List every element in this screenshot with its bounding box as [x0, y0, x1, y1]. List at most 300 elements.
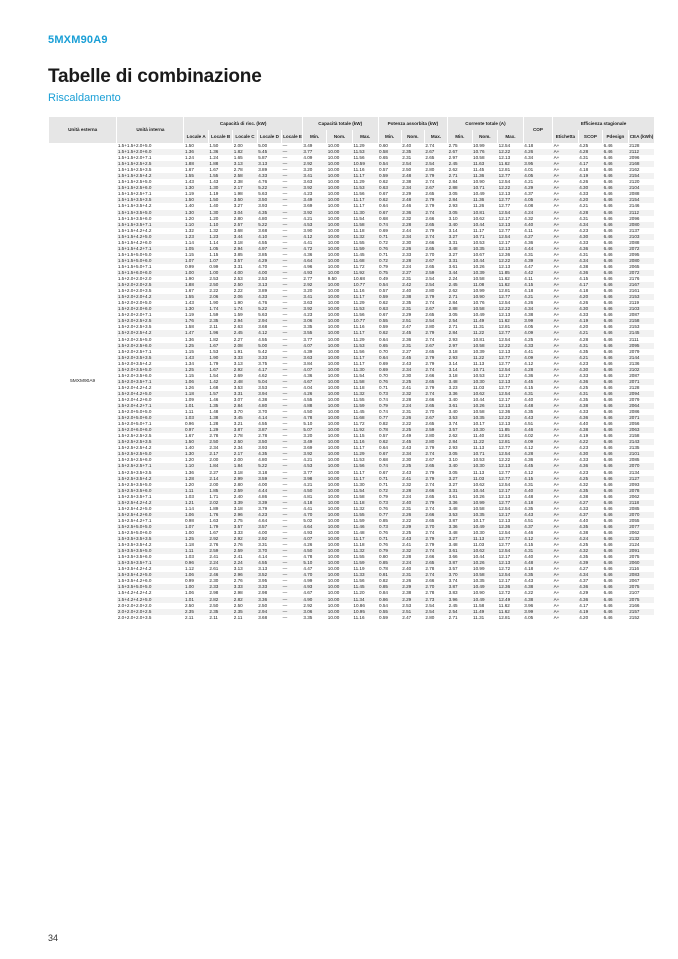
table-cell: 10.00: [327, 427, 353, 433]
table-cell: 2.41: [209, 554, 219, 560]
table-cell: 3.33: [233, 355, 257, 361]
table-cell: 4.19: [579, 433, 589, 439]
table-cell: 3.92: [302, 451, 326, 457]
table-cell: 2144: [628, 355, 654, 361]
table-cell: 2.31: [401, 306, 424, 312]
table-cell: 11.22: [472, 439, 498, 445]
table-cell: 10.49: [472, 584, 498, 590]
table-cell: 4.38: [578, 403, 602, 409]
table-cell: 5.07: [302, 427, 326, 433]
table-cell: 3.89: [258, 167, 268, 173]
table-cell: A+: [553, 161, 579, 167]
table-cell: 4.53: [302, 222, 326, 228]
table-cell: 12.77: [498, 173, 524, 179]
table-cell: 2.31: [402, 409, 412, 415]
table-cell: 10.00: [327, 215, 340, 221]
table-cell: 3.40: [448, 222, 472, 228]
table-cell: 4.27: [578, 500, 602, 506]
table-cell: 1.67: [208, 367, 232, 373]
table-cell: 4.31: [579, 251, 589, 257]
table-cell: 11.48: [353, 530, 365, 535]
table-cell: 2060: [628, 560, 654, 566]
table-cell: 2.84: [448, 197, 472, 203]
table-cell: 0.64: [379, 336, 388, 342]
table-cell: 3.40: [448, 396, 458, 402]
table-cell: 2.74: [424, 210, 447, 216]
table-cell: 4.31: [523, 548, 552, 554]
table-cell: 0.69: [379, 360, 388, 366]
table-cell: 1.90: [209, 300, 219, 306]
table-cell: A+: [553, 469, 560, 475]
table-cell: 2.47: [402, 614, 412, 620]
table-cell: 11.29: [353, 143, 365, 148]
table-cell: 12.77: [498, 542, 511, 548]
table-cell: A+: [553, 391, 579, 397]
table-cell: 11.54: [353, 372, 365, 378]
table-cell: 2.62: [448, 433, 458, 439]
table-cell: 12.54: [498, 234, 524, 240]
table-cell: 4.29: [523, 185, 552, 191]
table-cell: 10.99: [473, 143, 485, 148]
table-cell: 6.46: [603, 246, 629, 252]
table-cell: 3.40: [448, 409, 458, 415]
table-cell: —: [282, 251, 288, 257]
table-cell: 4.17: [578, 161, 602, 167]
table-cell: 4.20: [579, 614, 589, 620]
table-cell: 2.84: [448, 179, 458, 185]
table-cell: 4.88: [302, 403, 326, 409]
table-cell: 2095: [628, 343, 654, 349]
table-cell: 0.74: [378, 463, 401, 469]
table-cell: 10.00: [327, 149, 353, 155]
table-cell: 2079: [629, 396, 640, 402]
table-cell: 11.45: [473, 167, 485, 173]
table-cell: 4.32: [524, 215, 534, 221]
table-cell: 2.79: [425, 384, 435, 390]
table-cell: 12.13: [498, 155, 511, 161]
table-cell: 4.25: [524, 336, 534, 342]
table-cell: 1.82: [209, 336, 219, 342]
table-cell: —: [282, 300, 288, 306]
table-cell: 4.36: [578, 270, 602, 276]
table-cell: —: [282, 451, 303, 457]
table-cell: 12.72: [498, 566, 511, 572]
table-cell: 2154: [628, 197, 654, 203]
group-header-current: Corrente totale (A): [448, 117, 524, 130]
table-cell: 6.46: [603, 288, 613, 294]
table-cell: 11.68: [352, 258, 378, 264]
table-cell: 10.76: [473, 300, 485, 306]
table-cell: 3.92: [302, 185, 326, 191]
table-cell: 11.17: [473, 227, 485, 233]
table-cell: 1.90: [208, 355, 232, 361]
table-cell: —: [282, 597, 303, 603]
table-cell: 2.22: [233, 288, 243, 294]
sub-header-cea: CEA (kWh): [628, 130, 654, 143]
table-cell: 1.18: [184, 391, 208, 397]
table-cell: 3.05: [448, 210, 472, 216]
table-cell: 4.25: [578, 476, 602, 482]
table-cell: 1.19: [184, 312, 194, 318]
table-cell: 12.77: [498, 500, 524, 506]
table-cell: 1.43: [184, 300, 194, 306]
table-cell: 12.77: [498, 536, 524, 542]
table-cell: 11.58: [352, 379, 378, 385]
table-cell: 1.21: [184, 500, 208, 506]
table-cell: 3.20: [303, 288, 313, 294]
indoor-combination-cell: 1.5+2.5+3.5+3.5: [117, 469, 152, 475]
table-cell: 1.24: [184, 155, 194, 161]
table-cell: 10.00: [327, 367, 353, 373]
table-cell: 10.00: [327, 282, 353, 288]
table-cell: 12.17: [498, 215, 511, 221]
table-cell: 2.27: [233, 336, 243, 342]
table-cell: 4.81: [303, 493, 313, 499]
table-cell: 4.80: [258, 457, 268, 463]
table-body: [49, 143, 655, 621]
table-cell: 11.55: [352, 512, 378, 518]
table-cell: 12.54: [498, 210, 524, 216]
table-cell: A+: [553, 173, 579, 179]
table-cell: 4.15: [523, 476, 552, 482]
table-cell: 4.37: [579, 578, 589, 584]
table-cell: 2.57: [233, 222, 257, 228]
table-cell: 4.31: [579, 215, 589, 221]
table-cell: 1.55: [208, 173, 232, 179]
table-cell: 2.35: [402, 300, 412, 306]
table-cell: 10.26: [473, 263, 485, 269]
table-cell: 3.96: [448, 597, 472, 603]
table-cell: A+: [553, 451, 579, 457]
table-cell: 0.55: [378, 609, 401, 615]
table-cell: 4.38: [579, 530, 589, 535]
table-cell: 10.00: [327, 185, 353, 191]
table-cell: 4.10: [257, 234, 281, 240]
table-cell: 1.26: [184, 384, 194, 390]
table-cell: 2.62: [448, 288, 458, 294]
table-cell: 2.74: [425, 300, 435, 306]
table-cell: 1.50: [184, 439, 208, 445]
table-cell: 11.62: [498, 282, 524, 288]
table-cell: 2.93: [448, 203, 458, 209]
table-cell: 6.46: [603, 239, 613, 245]
table-cell: 2158: [628, 318, 654, 324]
table-cell: 3.13: [257, 161, 281, 167]
table-cell: 3.05: [448, 451, 472, 457]
table-cell: 1.24: [209, 155, 219, 161]
table-cell: 2.96: [233, 572, 257, 578]
table-cell: 3.52: [257, 572, 281, 578]
table-cell: 10.90: [473, 590, 485, 596]
table-cell: 4.35: [578, 488, 602, 494]
table-cell: 1.90: [184, 276, 194, 282]
table-cell: 11.18: [353, 384, 365, 390]
table-cell: 11.63: [472, 161, 498, 167]
table-cell: 1.30: [184, 306, 208, 312]
table-cell: 4.64: [302, 258, 326, 264]
table-cell: 4.38: [258, 396, 268, 402]
table-cell: 2.54: [424, 609, 447, 615]
table-cell: 4.22: [578, 439, 602, 445]
table-cell: 11.46: [352, 524, 378, 530]
table-cell: 5.22: [257, 222, 281, 228]
table-cell: 0.59: [379, 614, 388, 620]
table-cell: 3.44: [233, 234, 257, 240]
table-cell: 11.56: [353, 578, 365, 584]
table-cell: 5.22: [257, 463, 281, 469]
table-cell: 10.58: [473, 155, 485, 161]
table-cell: 3.48: [448, 379, 472, 385]
table-cell: 2.30: [402, 239, 412, 245]
table-cell: 10.00: [327, 597, 353, 603]
table-cell: 6.46: [603, 614, 613, 620]
table-cell: 2.84: [448, 300, 458, 306]
indoor-combination-cell: 1.5+2.0+3.5+4.2: [117, 360, 152, 366]
table-cell: 1.47: [184, 330, 208, 336]
table-cell: 6.46: [603, 282, 629, 288]
table-cell: 3.36: [257, 597, 281, 603]
group-header-power: Potenza assorbita (kW): [378, 117, 448, 130]
table-cell: 6.46: [603, 270, 629, 276]
table-cell: 3.20: [303, 167, 313, 173]
table-cell: 11.16: [353, 167, 365, 173]
table-cell: 2.67: [425, 457, 435, 463]
table-cell: 6.46: [603, 161, 629, 167]
table-cell: 2087: [629, 372, 640, 378]
table-cell: 0.57: [379, 433, 388, 439]
table-cell: 2.70: [425, 409, 435, 415]
table-cell: A+: [553, 409, 560, 415]
table-cell: 0.62: [379, 300, 388, 306]
table-cell: 6.46: [603, 590, 613, 596]
table-cell: 0.99: [184, 578, 194, 584]
table-cell: 11.03: [472, 476, 498, 482]
table-cell: 4.45: [523, 379, 552, 385]
sub-header-min: Min.: [378, 130, 401, 143]
table-cell: 3.61: [448, 263, 458, 269]
table-cell: 1.89: [209, 505, 219, 511]
table-cell: 4.20: [578, 197, 602, 203]
table-cell: 11.36: [472, 173, 498, 179]
table-cell: 2.79: [425, 542, 435, 548]
table-cell: A+: [553, 155, 560, 161]
table-cell: 6.46: [603, 463, 629, 469]
indoor-combination-cell: 1.5+2.5+2.5+5.0: [117, 451, 184, 457]
table-cell: 2.66: [424, 488, 447, 494]
table-cell: 0.67: [378, 210, 401, 216]
table-cell: 3.04: [233, 210, 257, 216]
table-cell: 0.85: [379, 517, 388, 523]
table-cell: 12.77: [498, 360, 511, 366]
table-cell: 12.13: [498, 403, 524, 409]
table-cell: 6.46: [603, 500, 629, 506]
table-cell: 4.34: [524, 155, 534, 161]
table-cell: 10.00: [327, 476, 353, 482]
table-cell: 10.90: [473, 179, 485, 185]
table-cell: 2.40: [233, 493, 243, 499]
table-cell: 0.76: [378, 379, 401, 385]
table-cell: A+: [553, 197, 579, 203]
table-cell: 3.31: [258, 542, 268, 548]
table-cell: 4.36: [303, 372, 313, 378]
table-cell: 4.35: [523, 572, 552, 578]
sub-header-locale: Locale A: [184, 130, 208, 143]
table-cell: 4.28: [578, 210, 602, 216]
table-cell: 2.93: [448, 355, 472, 361]
group-header-capacity-total: Capacità totale (kW): [302, 117, 378, 130]
table-cell: 10.00: [327, 384, 340, 390]
table-cell: 11.72: [353, 421, 365, 427]
table-cell: 4.33: [579, 372, 589, 378]
table-cell: 2055: [629, 517, 640, 523]
table-cell: 4.34: [578, 222, 602, 228]
table-cell: 12.13: [498, 312, 511, 318]
table-cell: 11.32: [353, 505, 365, 511]
table-cell: A+: [553, 210, 579, 216]
table-cell: A+: [553, 476, 579, 482]
table-cell: 0.59: [378, 173, 401, 179]
table-cell: 4.15: [523, 282, 552, 288]
table-cell: 2.65: [424, 463, 447, 469]
table-cell: 2.71: [448, 294, 472, 300]
table-cell: 10.00: [327, 258, 353, 264]
table-cell: 1.50: [208, 197, 232, 203]
table-cell: 4.33: [257, 294, 281, 300]
table-cell: 2080: [628, 258, 654, 264]
table-cell: A+: [553, 300, 560, 306]
table-cell: 3.92: [302, 210, 326, 216]
table-cell: 3.14: [448, 227, 458, 233]
table-cell: 0.79: [378, 403, 401, 409]
table-cell: 10.71: [472, 234, 498, 240]
table-cell: —: [282, 433, 288, 439]
table-cell: 1.03: [184, 415, 208, 421]
table-cell: 3.68: [258, 227, 268, 233]
table-cell: 4.50: [303, 409, 313, 415]
table-cell: 6.46: [603, 191, 613, 197]
table-cell: 12.13: [498, 191, 511, 197]
table-cell: 4.36: [524, 457, 534, 463]
table-cell: 4.28: [578, 149, 602, 155]
table-cell: 2.35: [208, 609, 232, 615]
table-cell: 2.78: [209, 433, 219, 439]
table-cell: —: [282, 421, 288, 427]
table-cell: 11.17: [352, 173, 378, 179]
table-cell: —: [282, 294, 303, 300]
table-cell: 11.34: [352, 597, 378, 603]
table-cell: 0.97: [184, 427, 208, 433]
table-cell: 4.38: [524, 312, 534, 318]
table-cell: 2.92: [257, 536, 281, 542]
table-cell: 4.76: [258, 300, 268, 306]
table-cell: 1.88: [184, 161, 208, 167]
table-cell: 12.22: [498, 149, 524, 155]
table-cell: —: [282, 367, 303, 373]
table-cell: —: [282, 463, 303, 469]
table-cell: 10.77: [352, 318, 378, 324]
table-cell: 12.36: [498, 251, 511, 257]
table-cell: 3.48: [448, 246, 472, 252]
indoor-combination-cell: 1.5+3.5+5.0+5.0: [117, 584, 184, 590]
table-cell: 4.09: [523, 355, 552, 361]
table-cell: 10.26: [472, 560, 498, 566]
table-cell: 5.10: [303, 421, 313, 427]
table-cell: 10.00: [327, 391, 353, 397]
table-cell: 1.36: [184, 469, 194, 475]
table-cell: 4.30: [578, 306, 602, 312]
table-cell: —: [282, 590, 288, 596]
table-cell: A+: [553, 239, 560, 245]
table-cell: 1.07: [184, 258, 208, 264]
table-cell: 1.67: [209, 167, 219, 173]
table-cell: 2.92: [302, 161, 326, 167]
table-cell: 2.65: [424, 379, 447, 385]
table-cell: 11.45: [353, 409, 365, 415]
indoor-combination-cell: 1.5+1.5+4.2+5.0: [117, 234, 184, 240]
table-cell: 2.74: [424, 451, 447, 457]
table-cell: 1.84: [233, 463, 257, 469]
table-cell: 10.00: [327, 463, 353, 469]
table-cell: 2.76: [233, 542, 243, 548]
table-cell: 2.24: [448, 276, 458, 282]
table-cell: 10.00: [327, 536, 353, 542]
table-cell: A+: [553, 343, 579, 349]
table-cell: 4.55: [258, 421, 268, 427]
table-cell: 0.67: [379, 469, 388, 475]
table-cell: 6.46: [603, 294, 629, 300]
table-cell: 10.00: [327, 609, 353, 615]
table-cell: 3.68: [258, 614, 268, 620]
table-cell: —: [282, 288, 288, 294]
table-cell: 4.78: [303, 554, 313, 560]
table-cell: 1.88: [184, 282, 208, 288]
table-cell: 4.40: [579, 517, 589, 523]
table-cell: 3.87: [448, 584, 472, 590]
table-cell: 11.62: [498, 602, 510, 608]
table-cell: 10.00: [327, 343, 353, 349]
table-cell: 2.66: [425, 396, 435, 402]
table-cell: 2.80: [233, 481, 243, 487]
table-cell: 2.74: [424, 391, 447, 397]
table-cell: 2.02: [208, 500, 232, 506]
table-cell: 10.99: [473, 288, 485, 294]
indoor-combination-cell: 1.5+2.0+3.5+3.5: [117, 355, 184, 361]
table-cell: 4.18: [523, 500, 552, 506]
table-cell: 3.57: [448, 566, 458, 572]
table-cell: 4.90: [302, 597, 326, 603]
indoor-combination-cell: 1.5+3.5+3.5+6.0: [117, 554, 152, 560]
table-cell: 11.17: [353, 203, 365, 209]
indoor-combination-cell: 1.5+3.5+4.2+6.0: [117, 578, 152, 584]
table-cell: 4.02: [524, 433, 534, 439]
table-cell: 10.44: [472, 488, 498, 494]
table-cell: 4.55: [257, 560, 281, 566]
table-cell: 4.47: [524, 263, 534, 269]
table-cell: 5.02: [303, 517, 313, 523]
table-cell: 0.71: [379, 251, 388, 257]
table-cell: 4.23: [579, 360, 589, 366]
table-cell: 0.76: [378, 246, 401, 252]
sub-header-pdesign: Pdesign: [603, 130, 629, 143]
table-cell: 3.68: [233, 227, 243, 233]
table-cell: 2166: [629, 602, 640, 608]
table-cell: 2.00: [209, 481, 219, 487]
indoor-combination-cell: 1.5+1.5+2.5+3.5: [117, 167, 152, 173]
indoor-combination-cell: 1.5+2.0+5.0+6.0: [117, 415, 184, 421]
table-cell: 2168: [628, 161, 654, 167]
indoor-combination-cell: 1.5+2.5+3.5+4.2: [117, 476, 184, 482]
table-cell: 1.06: [184, 572, 208, 578]
